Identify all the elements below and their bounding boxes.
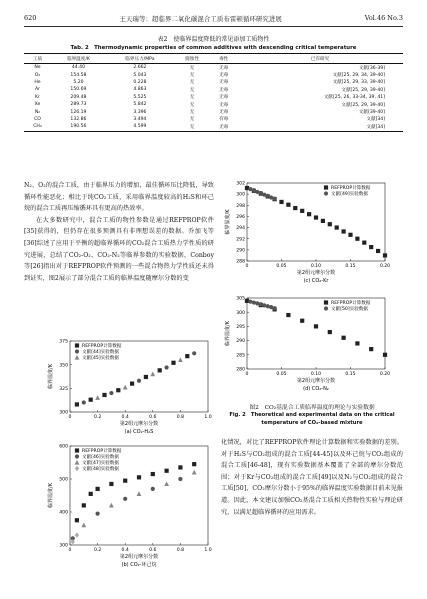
- legend-label: REFPROP计算数据: [82, 344, 122, 349]
- x-tick-label: 0.10: [310, 264, 322, 269]
- y-axis-label: 临界温度/K: [48, 483, 54, 508]
- data-point: [89, 492, 93, 496]
- y-tick-label: 375: [59, 339, 68, 345]
- x-tick-label: 0: [68, 415, 72, 420]
- data-point: [300, 209, 304, 213]
- data-point: [102, 393, 106, 397]
- table-cell: 5.20: [73, 79, 84, 85]
- figure-caption-en: temperature of CO₂-based mixture: [261, 420, 363, 426]
- table-row: [24, 86, 403, 93]
- x-tick-label: 0.4: [121, 415, 129, 420]
- legend-marker: [324, 306, 328, 310]
- y-axis-label: 临界温度/K: [225, 321, 231, 346]
- table-cell: 有毒: [219, 117, 229, 123]
- y-tick-label: 300: [236, 192, 245, 198]
- data-point: [150, 372, 155, 377]
- data-point: [273, 306, 277, 310]
- volume-issue: Vol.46 No.3: [364, 14, 403, 22]
- table-cell: He: [34, 79, 41, 85]
- table-cell: 无: [189, 117, 195, 123]
- x-tick-label: 0.6: [149, 415, 157, 420]
- table-cell: 无毒: [219, 87, 229, 93]
- table-header-row: [24, 54, 403, 64]
- data-point: [178, 477, 182, 481]
- legend-label: REFPROP计算数据: [331, 301, 371, 306]
- table-header-cell: 毒性: [210, 54, 237, 64]
- table-cell: 5.525: [133, 94, 147, 100]
- table-row: [24, 71, 403, 78]
- table-cell: 文献[34]: [366, 117, 385, 123]
- x-tick-label: 0.20: [379, 372, 391, 377]
- table-cell: 132.86: [70, 116, 87, 122]
- data-point: [185, 354, 189, 358]
- x-tick-label: 0.05: [276, 372, 287, 377]
- table-cell: 5.043: [133, 72, 147, 78]
- table-cell: 无: [189, 73, 195, 79]
- data-point: [82, 400, 86, 404]
- table-cell: 文献[36-39]: [358, 65, 385, 71]
- y-tick-label: 294: [236, 226, 245, 232]
- table-caption-en: Tab. 2 Thermodynamic properties of common additives with descending critical temperature: [70, 45, 357, 51]
- data-point: [82, 503, 86, 507]
- data-point: [342, 336, 346, 340]
- data-point: [96, 512, 100, 516]
- figure-caption-zh: 图2 CO₂基混合工质临界温度的理论与实验数据: [249, 405, 375, 411]
- data-point: [178, 465, 182, 469]
- data-point: [109, 482, 113, 486]
- y-tick-label: 350: [59, 363, 68, 369]
- y-tick-label: 285: [236, 353, 245, 359]
- data-point: [348, 233, 352, 237]
- x-tick-label: 0.20: [379, 264, 391, 269]
- y-tick-label: 288: [236, 259, 245, 265]
- data-point: [369, 245, 373, 249]
- data-point: [383, 353, 387, 357]
- data-point: [328, 330, 332, 334]
- table-header-cell: 临界压力/MPa: [106, 54, 174, 64]
- chart-subtitle: (a) CO₂-H₂S: [124, 429, 154, 435]
- x-tick-label: 1.0: [204, 548, 212, 553]
- table-cell: 无毒: [219, 102, 229, 108]
- y-tick-label: 302: [236, 181, 245, 187]
- data-point: [369, 347, 373, 351]
- legend-marker: [324, 300, 328, 304]
- legend-label: 文献[45]实验数据: [82, 356, 119, 361]
- legend-label: 文献[44]实验数据: [82, 350, 119, 355]
- data-point: [192, 351, 196, 355]
- x-tick-label: 0.15: [345, 264, 356, 269]
- x-axis-label: 第2组元摩尔分数: [119, 554, 159, 560]
- legend-marker: [75, 343, 79, 347]
- legend-marker: [75, 466, 79, 471]
- x-tick-label: 0: [245, 372, 249, 377]
- data-point: [144, 375, 148, 379]
- table-row: [24, 64, 403, 72]
- x-tick-label: 0.2: [93, 548, 102, 553]
- table-cell: 文献[39-40]: [358, 110, 385, 116]
- table-row: [24, 101, 403, 108]
- chart-co2-h2s: [44, 335, 214, 440]
- y-tick-label: 292: [236, 237, 245, 243]
- data-point: [342, 229, 346, 233]
- table-row: [24, 108, 403, 115]
- y-tick-label: 300: [236, 310, 245, 316]
- table-cell: 无: [189, 102, 195, 108]
- data-point: [151, 472, 155, 476]
- table-cell: 文献[25, 29, 33, 39-40]: [332, 80, 385, 86]
- y-tick-label: 290: [236, 339, 245, 345]
- chart-co2-cyclohexane: [44, 440, 214, 573]
- table-cell: 无毒: [219, 110, 229, 116]
- table-header-cell: 临界温度/K: [51, 54, 106, 64]
- data-point: [286, 203, 290, 207]
- table-cell: 5.842: [133, 102, 147, 108]
- table-cell: 无: [189, 95, 195, 101]
- legend-marker: [75, 349, 79, 353]
- data-point: [293, 206, 297, 210]
- x-tick-label: 0.8: [176, 415, 185, 420]
- y-tick-label: 295: [236, 325, 245, 330]
- table-cell: 无: [189, 110, 195, 116]
- running-title: 王天瑞等：超临界二氧化碳混合工质布雷顿循环研究进展: [119, 15, 282, 23]
- data-point: [383, 253, 387, 257]
- data-point: [123, 497, 127, 501]
- data-point: [89, 398, 93, 402]
- x-tick-label: 0.8: [176, 548, 185, 553]
- table-row: [24, 116, 403, 123]
- table-cell: Xe: [34, 102, 41, 108]
- x-axis-label: 第2组元摩尔分数: [296, 270, 336, 276]
- table-row: [24, 79, 403, 86]
- data-point: [96, 487, 100, 491]
- data-point: [178, 357, 183, 362]
- legend-marker: [324, 185, 328, 189]
- table-cell: 文献[25, 26, 33-34, 39, 41]: [323, 95, 385, 101]
- data-point: [273, 197, 277, 201]
- y-tick-label: 500: [59, 477, 68, 483]
- data-point: [137, 475, 141, 479]
- table-cell: 209.48: [70, 94, 87, 100]
- table-cell: 无毒: [219, 95, 229, 101]
- y-tick-label: 325: [59, 386, 68, 392]
- legend-label: 文献[48]实验数据: [82, 467, 119, 472]
- data-point: [171, 361, 175, 365]
- data-point: [137, 491, 142, 496]
- data-point: [355, 237, 359, 241]
- data-point: [130, 382, 134, 386]
- data-point: [355, 341, 359, 345]
- chart-co2-n2: [221, 292, 391, 397]
- paragraph: N₂、O₂的混合工质，由于临界压力的增加，最佳循环压比降低，导致循环性能恶化；相比于纯CO₂工质，采用临界温度较高的H₂S和环己烷的混合工质再压缩循环具有更高的热效率。: [24, 182, 214, 213]
- data-point: [151, 487, 155, 491]
- data-point: [109, 391, 113, 395]
- y-axis-label: 临界温度/K: [48, 364, 54, 389]
- chart-subtitle: (c) CO₂-Kr: [303, 278, 329, 284]
- paragraph: 化情况，对比了REFPROP软件理论计算数据和实验数据的差别。对于H₂S与CO₂组成的混合工质[44-45]以及环己烷与CO₂组成的混合工质[46-48]，现有实验数据基本覆盖了全部的摩尔分数范围；对于Kr与CO₂组成的混合工质[49]以及N₂与CO₂组成的混合工质[50]，CO₂摩尔分数小于95%的临界温度实验数据目前未见报道。因此，本文建议加强CO₂基混合工质相关热物性实验与理论研究，以满足超临界循环的应用需求。: [221, 439, 403, 516]
- table-cell: Ar: [34, 87, 40, 93]
- data-point: [75, 402, 79, 406]
- y-tick-label: 300: [59, 543, 68, 549]
- table-cell: Ne: [34, 65, 41, 71]
- table-cell: 文献[34]: [237, 123, 403, 131]
- legend-label: REFPROP计算数据: [82, 449, 122, 454]
- y-tick-label: 280: [236, 367, 245, 373]
- data-point: [321, 219, 325, 223]
- paragraph: 在大多数研究中，混合工质的物性参数是通过REFPROP软件[35]获得的，但仍存在很多预测具有非理想误差的数据。乔加飞等[36]综述了应用于平衡的超临界循环的CO₂混合工质热力学性质的研究进展，总结了CO₂-O₂、CO₂-N₂等临界参数的实验数据，Conboy等[26]指出对于REFPROP软件预测的一些混合物热力学性质还未得到证实，图2展示了部分混合工质的临界温度随摩尔分数的变: [24, 216, 214, 282]
- table-header-cell: 腐蚀性: [174, 54, 210, 64]
- y-tick-label: 600: [59, 444, 68, 450]
- data-point: [116, 388, 120, 392]
- legend-label: 文献[47]实验数据: [82, 461, 119, 466]
- x-tick-label: 0.05: [276, 264, 287, 269]
- table-cell: 文献[25, 29, 39-40]: [341, 102, 385, 108]
- table-cell: N₂: [34, 109, 41, 115]
- table-cell: 289.73: [70, 102, 87, 108]
- right-column-text: [221, 437, 403, 518]
- y-tick-label: 300: [59, 410, 68, 416]
- table-cell: 0.228: [133, 79, 147, 85]
- x-tick-label: 1.0: [204, 415, 212, 420]
- table-cell: 190.56: [51, 123, 106, 131]
- chart-co2-kr: [221, 177, 391, 289]
- x-tick-label: 0: [245, 264, 249, 269]
- table-cell: 无毒: [210, 123, 237, 131]
- data-point: [314, 215, 318, 219]
- x-tick-label: 0: [68, 548, 72, 553]
- running-header: [24, 14, 403, 27]
- table-cell: 无: [189, 65, 195, 71]
- table-cell: 154.58: [70, 72, 87, 78]
- table-cell: 44.40: [71, 65, 86, 71]
- data-point: [109, 503, 114, 508]
- data-point: [279, 200, 283, 204]
- data-point: [286, 313, 290, 317]
- table-cell: 150.69: [70, 87, 87, 93]
- data-point: [192, 470, 197, 475]
- data-point: [314, 324, 318, 328]
- data-point: [300, 319, 304, 323]
- data-point: [123, 479, 127, 483]
- table-cell: 4.599: [106, 123, 174, 131]
- data-point: [95, 395, 100, 400]
- legend-label: REFPROP计算数据: [331, 186, 371, 191]
- table-cell: 无毒: [219, 80, 229, 86]
- y-tick-label: 296: [236, 215, 245, 221]
- table-cell: CO: [34, 116, 41, 122]
- x-tick-label: 0.4: [121, 548, 129, 553]
- table-cell: 无: [189, 87, 195, 93]
- chart-subtitle: (d) CO₂-N₂: [303, 386, 329, 392]
- table-header-cell: 已有研究: [237, 54, 403, 64]
- data-point: [164, 481, 169, 486]
- table-row: [24, 123, 403, 131]
- legend-label: 文献[50]实验数据: [331, 307, 368, 312]
- table-cell: 2.662: [133, 65, 147, 71]
- data-point: [362, 241, 366, 245]
- legend-marker: [75, 460, 80, 465]
- x-tick-label: 0.10: [310, 372, 322, 377]
- data-point: [123, 385, 128, 390]
- table-cell: O₂: [34, 72, 41, 78]
- x-axis-label: 第2组元摩尔分数: [119, 421, 159, 427]
- table-cell: 文献[25, 29, 39-40]: [341, 87, 385, 93]
- legend-marker: [324, 191, 328, 195]
- chart-subtitle: (b) CO₂-环己烷: [121, 562, 157, 568]
- y-axis-label: 临界温度/K: [225, 209, 231, 235]
- data-point: [307, 212, 311, 216]
- x-axis-label: 第2组元摩尔分数: [296, 378, 336, 384]
- table-cell: 无毒: [219, 73, 229, 79]
- data-point: [328, 222, 332, 226]
- data-point: [158, 368, 162, 372]
- table-cell: 无: [189, 80, 195, 86]
- y-tick-label: 290: [236, 248, 245, 254]
- table-cell: CH₄: [24, 123, 51, 131]
- table-caption-zh: 表2 使临界温度降低的常见添加工质物性: [157, 36, 270, 43]
- data-point: [81, 523, 86, 528]
- additives-table: [24, 53, 403, 132]
- table-row: [24, 94, 403, 101]
- figure-caption-en: Fig. 2 Theoretical and experimental data on the critical: [229, 412, 395, 418]
- data-point: [165, 469, 169, 473]
- table-cell: 3.396: [133, 109, 147, 115]
- table-cell: 4.863: [133, 87, 147, 93]
- page-number: 620: [24, 14, 37, 22]
- table-cell: 3.494: [133, 116, 147, 122]
- table-body: [24, 64, 403, 132]
- data-point: [75, 518, 79, 522]
- table-cell: Kr: [35, 94, 40, 100]
- table-cell: 126.19: [70, 109, 87, 115]
- table-cell: 无: [174, 123, 210, 131]
- data-point: [192, 462, 196, 466]
- data-point: [335, 225, 339, 229]
- y-tick-label: 298: [236, 203, 245, 209]
- legend-marker: [75, 355, 80, 360]
- x-tick-label: 0.15: [345, 372, 356, 377]
- y-tick-label: 305: [236, 296, 245, 302]
- data-point: [75, 532, 79, 537]
- data-point: [376, 249, 380, 253]
- table-header-cell: 工质: [24, 54, 51, 64]
- table-cell: 文献[25, 29, 34, 39-40]: [332, 73, 385, 79]
- data-point: [165, 365, 169, 369]
- legend-label: 文献[46]实验数据: [82, 455, 119, 460]
- x-tick-label: 0.6: [149, 548, 157, 553]
- data-point: [137, 379, 141, 383]
- legend-marker: [75, 454, 79, 458]
- left-column-text: [24, 180, 214, 284]
- table-cell: 无毒: [219, 65, 229, 71]
- legend-label: 文献[49]实验数据: [331, 192, 368, 197]
- y-tick-label: 400: [59, 510, 68, 516]
- legend-marker: [75, 448, 79, 452]
- x-tick-label: 0.2: [93, 415, 102, 420]
